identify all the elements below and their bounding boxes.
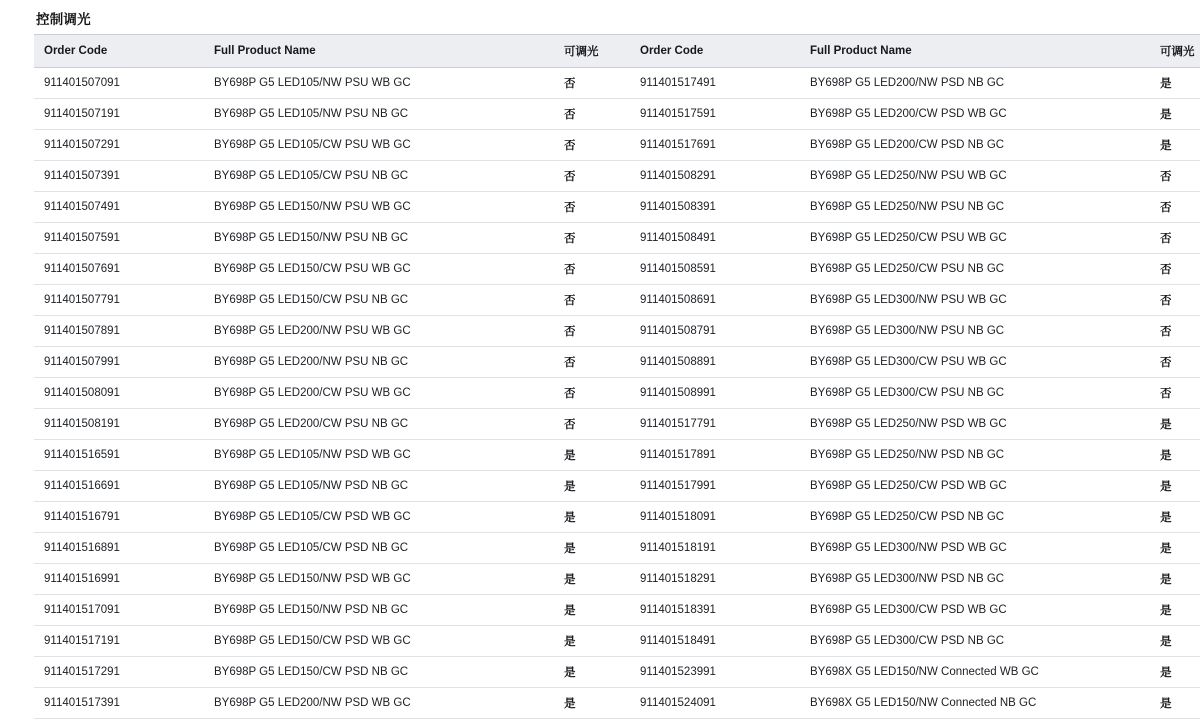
page-title: 控制调光: [36, 12, 91, 27]
cell-order-code: 911401507491: [34, 192, 204, 223]
cell-dimmable: 是: [1150, 626, 1200, 657]
table-row: [630, 192, 1200, 223]
table-row: [34, 440, 660, 471]
cell-product-name: BY698P G5 LED250/CW PSD WB GC: [800, 471, 1150, 502]
cell-product-name: BY698P G5 LED300/NW PSU NB GC: [800, 316, 1150, 347]
cell-order-code: 911401507791: [34, 285, 204, 316]
table-row: [34, 657, 660, 688]
cell-order-code: 911401516591: [34, 440, 204, 471]
cell-order-code: 911401523991: [630, 657, 800, 688]
table-row: [630, 285, 1200, 316]
cell-order-code: 911401518391: [630, 595, 800, 626]
cell-product-name: BY698P G5 LED300/NW PSD WB GC: [800, 533, 1150, 564]
cell-order-code: 911401517191: [34, 626, 204, 657]
cell-dimmable: 是: [554, 595, 660, 626]
cell-dimmable: 是: [1150, 595, 1200, 626]
table-row: [630, 471, 1200, 502]
table-row: [34, 502, 660, 533]
cell-dimmable: 否: [554, 99, 660, 130]
product-table-right: [630, 34, 1200, 719]
cell-order-code: 911401517991: [630, 471, 800, 502]
table-row: [630, 347, 1200, 378]
cell-dimmable: 否: [554, 130, 660, 161]
cell-dimmable: 是: [1150, 409, 1200, 440]
cell-order-code: 911401508191: [34, 409, 204, 440]
table-row: [34, 68, 660, 99]
cell-order-code: 911401517491: [630, 68, 800, 99]
cell-product-name: BY698P G5 LED200/NW PSD NB GC: [800, 68, 1150, 99]
tables-container: [34, 34, 1195, 719]
cell-order-code: 911401507591: [34, 223, 204, 254]
cell-dimmable: 否: [554, 378, 660, 409]
table-row: [630, 626, 1200, 657]
table-row: [34, 223, 660, 254]
table-row: [34, 564, 660, 595]
cell-product-name: BY698P G5 LED105/CW PSU WB GC: [204, 130, 554, 161]
cell-dimmable: 否: [554, 347, 660, 378]
cell-order-code: 911401508391: [630, 192, 800, 223]
cell-product-name: BY698P G5 LED150/CW PSD WB GC: [204, 626, 554, 657]
cell-product-name: BY698P G5 LED200/NW PSD WB GC: [204, 688, 554, 719]
table-row: [630, 533, 1200, 564]
cell-dimmable: 否: [1150, 347, 1200, 378]
cell-product-name: BY698P G5 LED200/NW PSU WB GC: [204, 316, 554, 347]
table-row: [34, 409, 660, 440]
column-header-dimmable: 可调光: [554, 35, 660, 68]
cell-order-code: 911401507691: [34, 254, 204, 285]
cell-dimmable: 是: [554, 626, 660, 657]
cell-product-name: BY698P G5 LED150/CW PSU WB GC: [204, 254, 554, 285]
cell-order-code: 911401518191: [630, 533, 800, 564]
table-row: [34, 285, 660, 316]
cell-product-name: BY698P G5 LED150/CW PSD NB GC: [204, 657, 554, 688]
cell-order-code: 911401508791: [630, 316, 800, 347]
table-row: [630, 440, 1200, 471]
cell-dimmable: 否: [554, 68, 660, 99]
cell-order-code: 911401508491: [630, 223, 800, 254]
cell-order-code: 911401518291: [630, 564, 800, 595]
cell-product-name: BY698P G5 LED250/NW PSU NB GC: [800, 192, 1150, 223]
cell-dimmable: 是: [554, 440, 660, 471]
cell-order-code: 911401508291: [630, 161, 800, 192]
table-header-row: [630, 35, 1200, 68]
cell-order-code: 911401507891: [34, 316, 204, 347]
cell-product-name: BY698P G5 LED300/NW PSU WB GC: [800, 285, 1150, 316]
cell-dimmable: 否: [554, 223, 660, 254]
cell-dimmable: 否: [1150, 254, 1200, 285]
column-header-order-code: Order Code: [34, 35, 204, 68]
table-row: [630, 409, 1200, 440]
cell-dimmable: 否: [1150, 192, 1200, 223]
cell-product-name: BY698P G5 LED300/NW PSD NB GC: [800, 564, 1150, 595]
table-row: [34, 99, 660, 130]
table-row: [34, 254, 660, 285]
table-row: [630, 688, 1200, 719]
cell-product-name: BY698P G5 LED150/NW PSU WB GC: [204, 192, 554, 223]
table-row: [630, 502, 1200, 533]
cell-dimmable: 是: [1150, 502, 1200, 533]
left-table-block: [34, 34, 600, 719]
cell-dimmable: 是: [554, 688, 660, 719]
cell-dimmable: 否: [554, 254, 660, 285]
cell-dimmable: 是: [1150, 68, 1200, 99]
table-row: [630, 161, 1200, 192]
cell-product-name: BY698P G5 LED150/NW PSD NB GC: [204, 595, 554, 626]
table-row: [34, 688, 660, 719]
cell-dimmable: 否: [1150, 378, 1200, 409]
cell-product-name: BY698P G5 LED250/CW PSU WB GC: [800, 223, 1150, 254]
table-row: [630, 130, 1200, 161]
cell-dimmable: 是: [1150, 564, 1200, 595]
table-row: [630, 254, 1200, 285]
table-row: [34, 471, 660, 502]
cell-dimmable: 否: [554, 192, 660, 223]
table-row: [630, 378, 1200, 409]
table-header-left: [34, 35, 660, 68]
table-row: [34, 130, 660, 161]
table-row: [34, 626, 660, 657]
cell-order-code: 911401508891: [630, 347, 800, 378]
table-row: [630, 657, 1200, 688]
cell-product-name: BY698P G5 LED250/NW PSD WB GC: [800, 409, 1150, 440]
cell-dimmable: 是: [1150, 471, 1200, 502]
cell-dimmable: 是: [1150, 99, 1200, 130]
cell-product-name: BY698P G5 LED150/NW PSD WB GC: [204, 564, 554, 595]
cell-dimmable: 是: [1150, 130, 1200, 161]
column-header-dimmable: 可调光: [1150, 35, 1200, 68]
right-table-block: [630, 34, 1196, 719]
cell-product-name: BY698X G5 LED150/NW Connected WB GC: [800, 657, 1150, 688]
cell-product-name: BY698P G5 LED200/CW PSU WB GC: [204, 378, 554, 409]
cell-dimmable: 是: [554, 471, 660, 502]
table-row: [34, 316, 660, 347]
cell-product-name: BY698P G5 LED105/NW PSD NB GC: [204, 471, 554, 502]
cell-order-code: 911401508591: [630, 254, 800, 285]
cell-dimmable: 是: [1150, 688, 1200, 719]
cell-order-code: 911401507091: [34, 68, 204, 99]
cell-product-name: BY698P G5 LED300/CW PSU WB GC: [800, 347, 1150, 378]
cell-product-name: BY698P G5 LED105/CW PSD NB GC: [204, 533, 554, 564]
cell-order-code: 911401507291: [34, 130, 204, 161]
cell-product-name: BY698P G5 LED300/CW PSD NB GC: [800, 626, 1150, 657]
cell-product-name: BY698P G5 LED300/CW PSD WB GC: [800, 595, 1150, 626]
cell-dimmable: 否: [554, 285, 660, 316]
cell-product-name: BY698P G5 LED105/CW PSD WB GC: [204, 502, 554, 533]
cell-order-code: 911401507391: [34, 161, 204, 192]
cell-order-code: 911401508991: [630, 378, 800, 409]
cell-order-code: 911401517691: [630, 130, 800, 161]
cell-product-name: BY698P G5 LED105/NW PSU NB GC: [204, 99, 554, 130]
cell-order-code: 911401508691: [630, 285, 800, 316]
cell-dimmable: 否: [1150, 285, 1200, 316]
cell-dimmable: 否: [554, 161, 660, 192]
cell-order-code: 911401507991: [34, 347, 204, 378]
cell-dimmable: 是: [554, 564, 660, 595]
cell-product-name: BY698P G5 LED105/CW PSU NB GC: [204, 161, 554, 192]
cell-dimmable: 否: [1150, 161, 1200, 192]
table-row: [630, 68, 1200, 99]
cell-dimmable: 否: [1150, 316, 1200, 347]
cell-dimmable: 是: [1150, 440, 1200, 471]
cell-order-code: 911401517291: [34, 657, 204, 688]
column-header-product-name: Full Product Name: [204, 35, 554, 68]
cell-order-code: 911401518491: [630, 626, 800, 657]
column-header-product-name: Full Product Name: [800, 35, 1150, 68]
table-header-right: [630, 35, 1200, 68]
cell-product-name: BY698P G5 LED250/CW PSU NB GC: [800, 254, 1150, 285]
cell-product-name: BY698P G5 LED250/NW PSU WB GC: [800, 161, 1150, 192]
cell-order-code: 911401517091: [34, 595, 204, 626]
table-row: [34, 347, 660, 378]
table-row: [34, 533, 660, 564]
column-header-order-code: Order Code: [630, 35, 800, 68]
cell-dimmable: 否: [554, 409, 660, 440]
table-row: [630, 99, 1200, 130]
cell-order-code: 911401516691: [34, 471, 204, 502]
table-header-row: [34, 35, 660, 68]
cell-product-name: BY698P G5 LED105/NW PSU WB GC: [204, 68, 554, 99]
cell-order-code: 911401517591: [630, 99, 800, 130]
cell-dimmable: 是: [554, 533, 660, 564]
cell-order-code: 911401518091: [630, 502, 800, 533]
cell-dimmable: 否: [1150, 223, 1200, 254]
table-row: [34, 192, 660, 223]
table-row: [630, 316, 1200, 347]
cell-product-name: BY698P G5 LED300/CW PSU NB GC: [800, 378, 1150, 409]
cell-dimmable: 否: [554, 316, 660, 347]
table-row: [34, 378, 660, 409]
cell-order-code: 911401507191: [34, 99, 204, 130]
cell-dimmable: 是: [554, 502, 660, 533]
cell-product-name: BY698P G5 LED200/CW PSU NB GC: [204, 409, 554, 440]
cell-order-code: 911401516791: [34, 502, 204, 533]
cell-order-code: 911401508091: [34, 378, 204, 409]
cell-order-code: 911401516991: [34, 564, 204, 595]
cell-dimmable: 是: [1150, 657, 1200, 688]
cell-product-name: BY698P G5 LED200/CW PSD WB GC: [800, 99, 1150, 130]
cell-order-code: 911401517791: [630, 409, 800, 440]
cell-dimmable: 是: [1150, 533, 1200, 564]
cell-order-code: 911401524091: [630, 688, 800, 719]
cell-product-name: BY698P G5 LED200/NW PSU NB GC: [204, 347, 554, 378]
cell-product-name: BY698P G5 LED200/CW PSD NB GC: [800, 130, 1150, 161]
cell-product-name: BY698P G5 LED250/NW PSD NB GC: [800, 440, 1150, 471]
cell-product-name: BY698P G5 LED150/CW PSU NB GC: [204, 285, 554, 316]
table-row: [630, 564, 1200, 595]
cell-product-name: BY698P G5 LED250/CW PSD NB GC: [800, 502, 1150, 533]
cell-order-code: 911401517391: [34, 688, 204, 719]
table-row: [630, 223, 1200, 254]
cell-order-code: 911401516891: [34, 533, 204, 564]
cell-order-code: 911401517891: [630, 440, 800, 471]
product-table-left: [34, 34, 660, 719]
cell-product-name: BY698P G5 LED150/NW PSU NB GC: [204, 223, 554, 254]
cell-product-name: BY698P G5 LED105/NW PSD WB GC: [204, 440, 554, 471]
cell-dimmable: 是: [554, 657, 660, 688]
cell-product-name: BY698X G5 LED150/NW Connected NB GC: [800, 688, 1150, 719]
table-row: [34, 161, 660, 192]
